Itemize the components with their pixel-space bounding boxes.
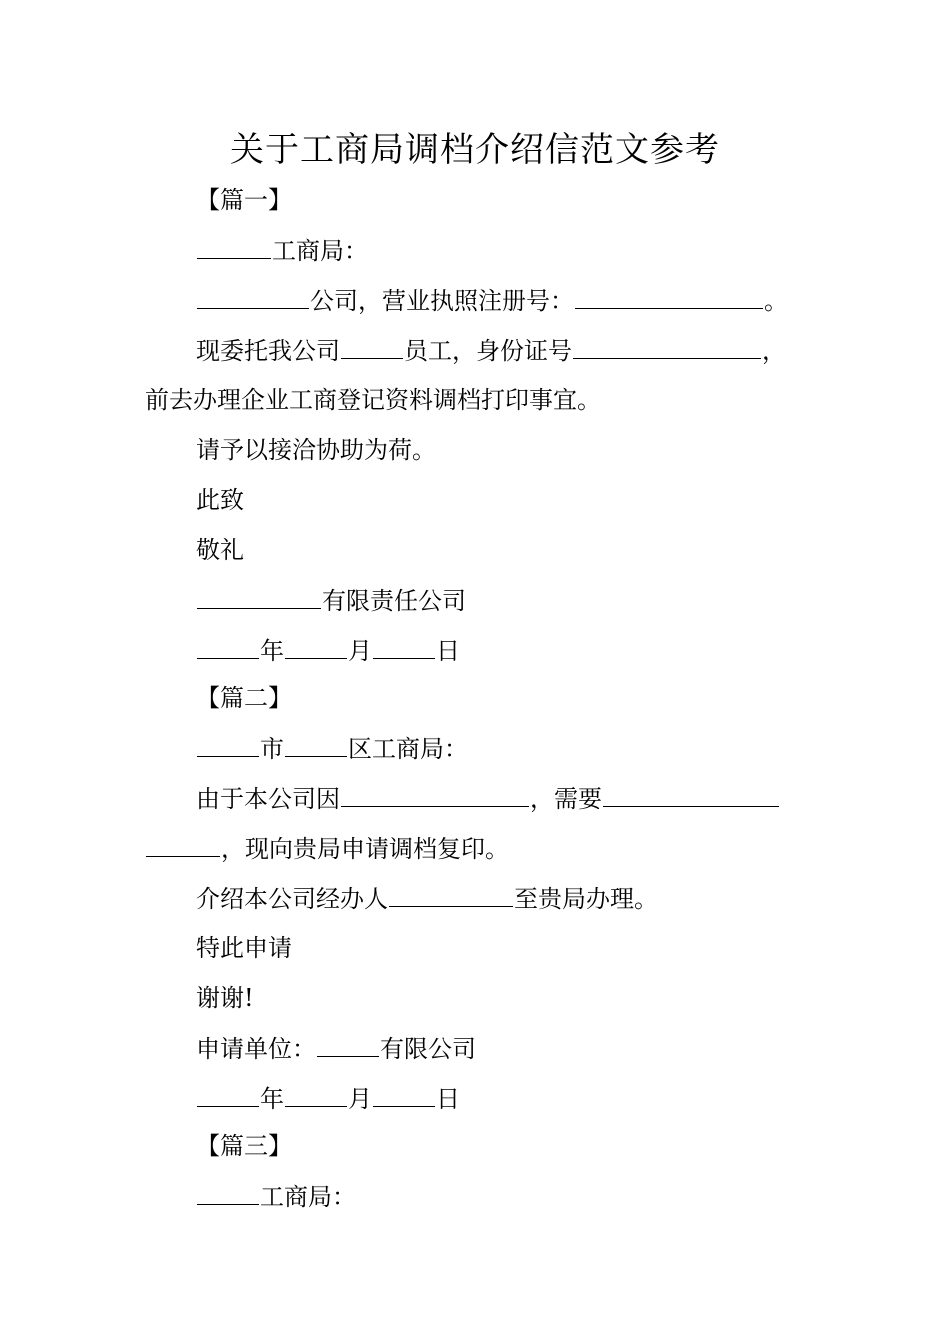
closing-line: 敬礼	[196, 536, 244, 564]
section-heading: 【篇一】	[196, 186, 292, 214]
blank-field	[603, 780, 779, 807]
blank-field	[575, 282, 763, 309]
date-line: 年 月 日	[196, 632, 460, 669]
blank-field	[146, 830, 220, 857]
blank-field	[197, 282, 309, 309]
blank-field	[197, 730, 259, 757]
document-title: 关于工商局调档介绍信范文参考	[230, 130, 720, 170]
section-heading: 【篇二】	[196, 684, 292, 712]
apply-line: 特此申请	[196, 934, 292, 962]
reason-continuation: ，现向贵局申请调档复印。	[145, 830, 509, 867]
recipient-line: 工商局：	[196, 232, 368, 269]
blank-field	[197, 1080, 259, 1107]
company-line: 公司，营业执照注册号： 。	[196, 282, 788, 319]
request-line: 请予以接洽协助为荷。	[196, 436, 436, 464]
recipient-line: 市 区工商局：	[196, 730, 468, 767]
reason-line: 由于本公司因 ，需要	[196, 780, 780, 817]
blank-field	[373, 632, 435, 659]
closing-line: 此致	[196, 486, 244, 514]
blank-field	[341, 780, 529, 807]
thanks-line: 谢谢!	[196, 984, 254, 1012]
blank-field	[197, 632, 259, 659]
recipient-line: 工商局：	[196, 1178, 356, 1215]
blank-field	[285, 632, 347, 659]
blank-field	[573, 332, 761, 359]
blank-field	[197, 232, 271, 259]
blank-field	[373, 1080, 435, 1107]
blank-field	[317, 1030, 379, 1057]
applicant-line: 申请单位： 有限公司	[196, 1030, 476, 1067]
blank-field	[197, 1178, 259, 1205]
blank-field	[389, 880, 513, 907]
intro-line: 介绍本公司经办人 至贵局办理。	[196, 880, 658, 917]
signature-line: 有限责任公司	[196, 582, 466, 619]
blank-field	[341, 332, 403, 359]
blank-field	[285, 730, 347, 757]
section-heading: 【篇三】	[196, 1132, 292, 1160]
date-line: 年 月 日	[196, 1080, 460, 1117]
entrust-line: 现委托我公司 员工，身份证号 ，	[196, 332, 786, 369]
entrust-continuation: 前去办理企业工商登记资料调档打印事宜。	[145, 386, 601, 414]
blank-field	[197, 582, 321, 609]
blank-field	[285, 1080, 347, 1107]
